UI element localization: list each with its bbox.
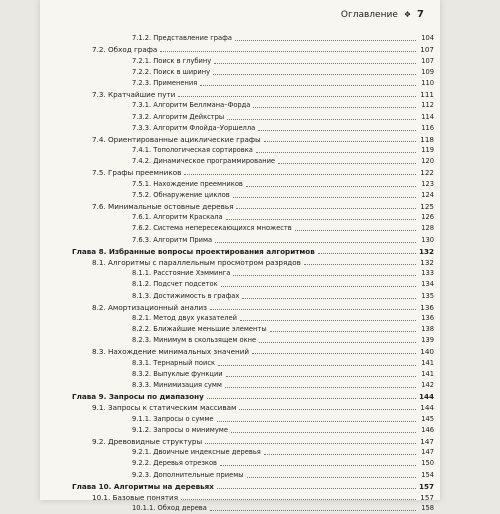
toc-entry-page: 125 [420,202,434,211]
dot-leader [239,409,416,410]
toc-entry-page: 138 [421,325,434,334]
toc-entry-page: 146 [421,425,434,434]
dot-leader [259,342,416,343]
dot-leader [210,510,416,511]
toc-entry-title: 7.5. Графы преемников [92,168,182,178]
dot-leader [221,286,416,287]
toc-entry-page: 132 [420,257,434,267]
toc-chapter-entry [72,246,434,257]
toc-subsection-entry [72,67,434,78]
toc-entry-title: 10.1. Базовые понятия [92,492,179,502]
toc-subsection-entry [72,223,434,234]
dot-leader [214,63,416,64]
toc-chapter-entry [72,481,434,492]
dot-leader [200,85,416,86]
toc-entry-title: 7.6. Минимальные остовные деревья [92,202,234,211]
toc-section-entry [72,436,434,447]
dot-leader [252,353,416,354]
toc-subsection-entry [72,369,434,380]
dot-leader [240,320,416,321]
dot-leader [242,298,416,299]
toc-section-entry [72,201,434,212]
toc-section-entry [72,257,434,268]
toc-entry-page: 112 [421,101,434,110]
header-page-number: 7 [417,9,424,20]
dot-leader [218,365,416,366]
toc-entry-title: 7.6.2. Система непересекающихся множеств [132,224,292,233]
dot-leader [184,174,416,175]
book-page [40,0,440,513]
toc-entry-page: 123 [421,179,434,188]
toc-entry-title: 7.2.1. Поиск в глубину [132,56,212,65]
toc-entry-page: 126 [421,213,434,222]
dot-leader [231,432,416,433]
toc-entry-page: 114 [421,112,434,121]
toc-entry-title: 8.2.2. Ближайшие меньшие элементы [132,325,267,334]
toc-subsection-entry [72,212,434,223]
toc-entry-page: 128 [421,224,434,233]
dot-leader [253,107,416,108]
toc-entry-page: 119 [421,146,434,155]
toc-subsection-entry [72,324,434,335]
toc-subsection-entry [72,123,434,134]
toc-entry-page: 154 [421,470,434,479]
toc-entry-title: 7.3.1. Алгоритм Беллмана–Форда [132,101,251,110]
toc-entry-page: 140 [420,347,434,357]
toc-entry-title: 10.1.1. Обход дерева [132,504,207,513]
dot-leader [178,96,416,97]
toc-subsection-entry [72,447,434,458]
dot-leader [246,186,416,187]
toc-subsection-entry [72,234,434,245]
toc-entry-page: 104 [421,34,434,43]
header-title: Оглавление [340,9,398,20]
toc-entry-page: 136 [420,302,434,312]
toc-entry-title: 8.2.1. Метод двух указателей [132,313,237,322]
toc-entry-title: 9.2. Древовидные структуры [92,436,203,446]
dot-leader [217,488,416,489]
dot-leader [270,331,416,332]
toc-entry-page: 118 [420,134,434,144]
toc-entry-title: 7.4. Ориентированные ациклические графы [92,134,261,144]
toc-chapter-entry [72,391,434,402]
dot-leader [226,376,416,377]
toc-entry-title: 7.2.2. Поиск в ширину [132,67,211,76]
toc-subsection-entry [72,111,434,122]
dot-leader [207,398,416,399]
toc-entry-page: 107 [420,45,434,55]
dot-leader [213,74,416,75]
dot-leader [264,141,416,142]
toc-entry-title: 7.6.3. Алгоритм Прима [132,235,213,244]
toc-entry-page: 150 [421,459,434,468]
toc-entry-title: 8.2. Амортизационный анализ [92,302,207,312]
toc-subsection-entry [72,33,434,44]
toc-subsection-entry [72,313,434,324]
toc-entry-page: 141 [421,358,434,367]
toc-entry-page: 157 [418,481,434,491]
toc-entry-title: 9.1.1. Запросы о сумме [132,414,214,423]
toc-subsection-entry [72,100,434,111]
toc-entry-title: 9.2.2. Деревья отрезков [132,459,217,468]
toc-entry-title: 7.5.1. Нахождение преемников [132,179,243,188]
dot-leader [258,130,416,131]
dot-leader [318,253,416,254]
dot-leader [210,309,416,310]
toc-entry-page: 130 [421,235,434,244]
dot-leader [304,264,416,265]
toc-entry-title: Глава 9. Запросы по диапазону [72,392,204,402]
toc-entry-page: 107 [421,56,434,65]
dot-leader [205,443,416,444]
toc-subsection-entry [72,380,434,391]
dot-leader [295,230,416,231]
toc-entry-page: 141 [421,369,434,378]
header-ornament: ❖ [403,10,412,19]
toc-entry-title: 7.4.1. Топологическая сортировка [132,146,253,155]
toc-section-entry [72,44,434,55]
toc-entry-title: 7.4.2. Динамическое программирование [132,157,276,166]
toc-entry-page: 147 [420,436,434,446]
toc-entry-title: 8.1.1. Расстояние Хэмминга [132,269,231,278]
toc-subsection-entry [72,357,434,368]
toc-entry-title: 8.3.1. Тернарный поиск [132,358,216,367]
toc-entry-page: 134 [421,280,434,289]
toc-entry-title: 8.3. Нахождение минимальных значений [92,347,250,357]
toc-entry-title: 7.3. Кратчайшие пути [92,90,176,100]
toc-entry-title: Глава 8. Избранные вопросы проектирования алгоритмов [72,246,315,256]
toc-section-entry [72,167,434,178]
dot-leader [233,197,416,198]
toc-entry-page: 120 [421,157,434,166]
toc-subsection-entry [72,268,434,279]
toc-section-entry [72,89,434,100]
dot-leader [256,152,416,153]
dot-leader [226,219,416,220]
toc-entry-title: 7.6.1. Алгоритм Краскала [132,213,223,222]
dot-leader [217,421,416,422]
toc-entry-title: Глава 10. Алгоритмы на деревьях [72,481,214,491]
dot-leader [233,275,416,276]
toc-subsection-entry [72,178,434,189]
dot-leader [215,242,416,243]
toc-entry-title: 9.1. Запросы к статическим массивам [92,403,237,413]
toc-subsection-entry [72,469,434,480]
toc-entry-page: 158 [421,504,434,513]
toc-subsection-entry [72,458,434,469]
toc-subsection-entry [72,413,434,424]
toc-section-entry [72,134,434,145]
toc-entry-page: 144 [418,392,434,402]
toc-entry-title: 8.1. Алгоритмы с параллельным просмотром разрядов [92,257,301,267]
toc-entry-title: 8.2.3. Минимум в скользящем окне [132,336,257,345]
toc-entry-page: 135 [421,291,434,300]
toc-section-entry [72,346,434,357]
toc-entry-page: 116 [421,123,434,132]
toc-entry-page: 111 [420,90,434,100]
toc-entry-page: 136 [421,313,434,322]
toc-entry-title: 7.1.2. Представление графа [132,34,232,43]
toc-subsection-entry [72,425,434,436]
toc-entry-page: 110 [421,78,434,87]
toc-entry-page: 124 [421,190,434,199]
toc-entry-page: 122 [420,168,434,178]
toc-entry-title: 7.5.2. Обнаружение циклов [132,190,230,199]
toc-entry-title: 7.3.2. Алгоритм Дейкстры [132,112,225,121]
toc-entry-title: 8.1.2. Подсчет подсеток [132,280,218,289]
toc-entry-page: 109 [421,67,434,76]
toc-entry-page: 145 [421,414,434,423]
toc-entry-page: 142 [421,381,434,389]
toc-entry-page: 132 [418,246,434,256]
toc-entry-title: 7.2. Обход графа [92,45,158,55]
toc-entry-title: 7.2.3. Применения [132,78,198,87]
toc-entry-title: 8.1.3. Достижимость в графах [132,291,240,300]
toc-entry-title: 9.2.1. Двоичные индексные деревья [132,448,261,457]
toc-entry-page: 144 [420,403,434,413]
toc-entry-page: 147 [421,448,434,457]
toc-subsection-entry [72,279,434,290]
toc-section-entry [72,302,434,313]
toc-entry-title: 8.3.3. Минимизация сумм [132,381,222,389]
dot-leader [160,51,416,52]
toc-entry-title: 8.3.2. Выпуклые функции [132,369,223,378]
toc-entry-page: 133 [421,269,434,278]
toc-section-entry [72,402,434,413]
toc-entry-page: 139 [421,336,434,345]
dot-leader [278,163,416,164]
dot-leader [227,119,416,120]
dot-leader [236,208,416,209]
dot-leader [225,387,416,388]
dot-leader [220,465,416,466]
toc-entry-title: 9.1.2. Запросы о минимуме [132,425,228,434]
dot-leader [247,477,416,478]
toc-subsection-entry [72,335,434,346]
toc-subsection-entry [72,290,434,301]
toc-entry-page: 157 [420,492,434,502]
running-header [341,9,424,20]
table-of-contents [72,33,434,514]
toc-subsection-entry [72,145,434,156]
toc-subsection-entry [72,503,434,514]
toc-subsection-entry [72,156,434,167]
toc-subsection-entry [72,55,434,66]
toc-entry-title: 9.2.3. Дополнительные приемы [132,470,244,479]
toc-entry-title: 7.3.3. Алгоритм Флойда–Уоршелла [132,123,256,132]
toc-subsection-entry [72,78,434,89]
toc-subsection-entry [72,190,434,201]
dot-leader [264,454,416,455]
dot-leader [235,40,416,41]
toc-section-entry [72,492,434,503]
